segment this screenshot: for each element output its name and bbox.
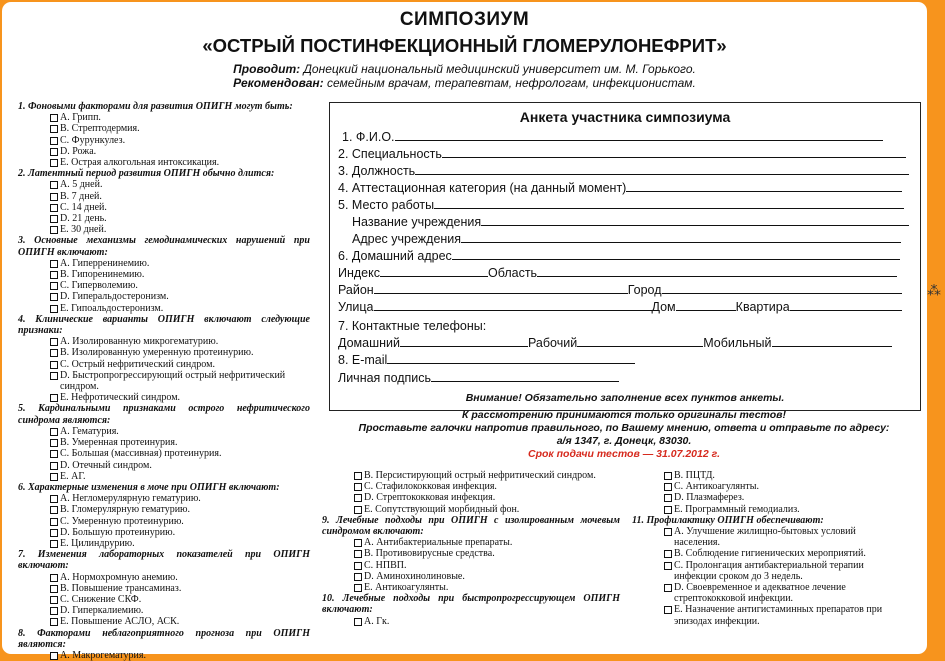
phones-row (338, 319, 912, 333)
answer-checkbox[interactable] (664, 528, 672, 536)
answer-label: D. Большую протеинурию. (60, 526, 176, 538)
symposium-title: СИМПОЗИУМ (399, 9, 530, 30)
answer-option (48, 191, 310, 202)
institution-address-label: Адрес учреждения (352, 232, 462, 246)
answer-label: С. Антикоагулянты. (674, 481, 759, 493)
answer-option (662, 504, 894, 515)
answer-label: В. Персистирующий острый нефритический синдром. (364, 470, 596, 481)
answer-checkbox[interactable] (50, 181, 58, 189)
answer-option (48, 516, 310, 527)
answer-label: С. Большая (массивная) протеинурия. (60, 448, 222, 460)
answer-option (48, 493, 310, 504)
answer-option (48, 650, 310, 661)
answer-label: В. Повышение трансаминаз. (60, 582, 182, 594)
answer-option (662, 470, 894, 481)
answer-option (48, 179, 310, 190)
answer-option (48, 258, 310, 269)
answer-option (48, 269, 310, 280)
work-phone-label: Рабочий (528, 336, 578, 350)
answer-label: E. Сопутствующий морбидный фон. (364, 503, 520, 515)
answer-checkbox[interactable] (664, 472, 672, 480)
answer-label: D. Стрептококковая инфекция. (364, 492, 496, 504)
answer-checkbox[interactable] (50, 271, 58, 279)
answer-option (48, 538, 310, 549)
answer-checkbox[interactable] (354, 483, 362, 491)
index-label: Индекс (338, 266, 380, 280)
instruction-address: а/я 1347, г. Донецк, 83030. (556, 435, 692, 447)
answer-option (662, 582, 894, 604)
question-text: 7. Изменения лабораторных показателей при ОПИГН включают: (18, 549, 310, 572)
house-label: Дом (651, 300, 676, 314)
answer-label: В. Гипоренинемию. (60, 269, 145, 281)
answer-option (48, 123, 310, 134)
workplace-field[interactable] (434, 198, 904, 209)
district-label: Район (338, 283, 374, 297)
answer-option (662, 548, 894, 559)
answer-checkbox[interactable] (664, 506, 672, 514)
answer-label: А. Макрогематурия. (60, 649, 146, 661)
answer-option (48, 359, 310, 370)
answer-label: С. Снижение СКФ. (60, 593, 142, 605)
form-note: Внимание! Обязательно заполнение всех пунктов анкеты. (465, 392, 785, 404)
answer-checkbox[interactable] (50, 349, 58, 357)
answer-option (48, 437, 310, 448)
answer-checkbox[interactable] (50, 282, 58, 290)
answer-checkbox[interactable] (50, 540, 58, 548)
answer-label: E. 30 дней. (60, 224, 107, 236)
instruction-originals: К рассмотрению принимаются только оригиналы тестов! (462, 409, 786, 421)
home-phone-field[interactable] (400, 336, 528, 347)
answer-option (48, 426, 310, 437)
answer-label: С. Острый нефритический синдром. (60, 358, 215, 370)
answer-label: С. Гиперволемию. (60, 280, 138, 292)
answer-option (662, 481, 894, 492)
answer-label: D. Плазмаферез. (674, 492, 745, 504)
questions-column-1 (18, 101, 310, 661)
answer-checkbox[interactable] (50, 361, 58, 369)
answer-option (48, 280, 310, 291)
answer-label: С. Стафилококковая инфекция. (364, 481, 497, 493)
answer-checkbox[interactable] (50, 215, 58, 223)
index-region-row (338, 266, 912, 280)
work-phone-field[interactable] (577, 336, 703, 347)
answer-option (48, 370, 310, 392)
answer-checkbox[interactable] (50, 506, 58, 514)
answer-checkbox[interactable] (354, 562, 362, 570)
answer-checkbox[interactable] (50, 607, 58, 615)
specialty-label: 2. Специальность (338, 147, 442, 161)
answer-checkbox[interactable] (664, 550, 672, 558)
answer-checkbox[interactable] (664, 494, 672, 502)
email-row (338, 353, 912, 367)
answer-option (662, 560, 894, 582)
answer-option (352, 492, 620, 503)
answer-label: D. Гиперкалиемию. (60, 605, 144, 617)
workplace-label: 5. Место работы (338, 198, 435, 212)
answer-label: E. Программный гемодиализ. (674, 503, 800, 515)
answer-checkbox[interactable] (50, 114, 58, 122)
answer-option (48, 157, 310, 168)
answer-label: В. Соблюдение гигиенических мероприятий. (674, 548, 866, 560)
answer-checkbox[interactable] (354, 573, 362, 581)
street-row (338, 300, 912, 314)
answer-label: E. Повышение АСЛО, АСК. (60, 616, 180, 628)
answer-label: E. Назначение антигистаминных препаратов при эпизодах инфекции. (674, 604, 883, 627)
email-label: 8. E-mail (338, 353, 388, 367)
home-address-row (338, 249, 912, 263)
answer-checkbox[interactable] (354, 584, 362, 592)
region-label: Область (488, 266, 538, 280)
answer-label: E. Нефротический синдром. (60, 392, 181, 404)
answer-label: D. Рожа. (60, 145, 97, 157)
answer-checkbox[interactable] (354, 618, 362, 626)
answer-checkbox[interactable] (50, 148, 58, 156)
answer-checkbox[interactable] (354, 494, 362, 502)
answer-label: А. Гиперренинемию. (60, 257, 150, 269)
page (2, 2, 927, 661)
question-text: 11. Профилактику ОПИГН обеспечивают: (632, 514, 824, 526)
answer-option (48, 471, 310, 482)
email-field[interactable] (387, 353, 635, 364)
answer-label: С. 14 дней. (60, 201, 107, 213)
home-address-field[interactable] (452, 249, 900, 260)
answer-label: А. Гематурия. (60, 425, 119, 437)
answer-option (48, 594, 310, 605)
answer-checkbox[interactable] (50, 518, 58, 526)
answer-checkbox[interactable] (50, 338, 58, 346)
recommended-value: семейным врачам, терапевтам, нефрологам, инфекционистам. (327, 76, 696, 90)
question-text: 4. Клинические варианты ОПИГН включают следующие признаки: (18, 313, 310, 337)
answer-label: А. Изолированную микрогематурию. (60, 336, 219, 348)
answer-checkbox[interactable] (50, 596, 58, 604)
answer-option (48, 448, 310, 459)
answer-label: D. Своевременное и адекватное лечение стрептококковой инфекции. (674, 582, 846, 605)
answer-label: D. Быстропрогрессирующий острый нефритический синдром. (60, 369, 286, 393)
answer-checkbox[interactable] (50, 495, 58, 503)
answer-label: D. 21 день. (60, 213, 107, 225)
city-field[interactable] (662, 283, 902, 294)
institution-name-field[interactable] (481, 215, 909, 226)
answer-option (48, 583, 310, 594)
answer-label: А. Грипп. (60, 112, 101, 124)
fio-field[interactable] (395, 130, 883, 141)
phones-label: 7. Контактные телефоны: (338, 319, 487, 333)
answer-checkbox[interactable] (664, 584, 672, 592)
fio-row (342, 130, 916, 144)
mobile-phone-label: Мобильный (703, 336, 772, 350)
organizer-label: Проводит: (233, 62, 301, 76)
answer-checkbox[interactable] (50, 193, 58, 201)
answer-option (48, 303, 310, 314)
answer-label: D. Аминохинолиновые. (364, 570, 465, 582)
answer-label: D. Гиперальдостеронизм. (60, 291, 169, 303)
answer-checkbox[interactable] (50, 204, 58, 212)
house-field[interactable] (676, 300, 736, 311)
answer-checkbox[interactable] (50, 293, 58, 301)
institution-address-row (352, 232, 912, 246)
answer-option (48, 135, 310, 146)
institution-name-label: Название учреждения (352, 215, 482, 229)
answer-option (662, 492, 894, 503)
question-text: 5. Кардинальными признаками острого нефритического синдрома являются: (18, 403, 310, 426)
answer-label: E. Антикоагулянты. (364, 582, 449, 594)
answer-option (352, 582, 620, 593)
question-text: 6. Характерные изменения в моче при ОПИГН включают: (18, 481, 280, 493)
answer-option (352, 560, 620, 571)
question-text: 1. Фоновыми факторами для развития ОПИГН могут быть: (18, 101, 293, 112)
answer-label: А. 5 дней. (60, 179, 103, 191)
deadline: Срок подачи тестов — 31.07.2012 г. (527, 448, 720, 460)
answer-checkbox[interactable] (50, 529, 58, 537)
answer-label: В. 7 дней. (60, 190, 102, 202)
answer-option (48, 347, 310, 358)
answer-option (48, 527, 310, 538)
margin-mark: ⁂ (927, 282, 941, 298)
answer-option (48, 616, 310, 627)
answer-label: В. Умеренная протеинурия. (60, 437, 178, 449)
answer-checkbox[interactable] (664, 606, 672, 614)
answer-label: А. Антибактериальные препараты. (364, 537, 513, 549)
answer-label: С. НПВП. (364, 559, 407, 571)
answer-label: В. Стрептодермия. (60, 123, 140, 135)
answer-checkbox[interactable] (354, 506, 362, 514)
answer-option (352, 470, 620, 481)
answer-label: E. АГ. (60, 470, 86, 482)
question-text: 10. Лечебные подходы при быстропрогрессирующем ОПИГН включают: (322, 593, 620, 616)
position-field[interactable] (415, 164, 909, 175)
answer-label: E. Цилиндрурию. (60, 537, 135, 549)
answer-label: А. Улучшение жилищно-бытовых условий населения. (674, 526, 856, 549)
symposium-subtitle: «ОСТРЫЙ ПОСТИНФЕКЦИОННЫЙ ГЛОМЕРУЛОНЕФРИТ» (202, 35, 727, 56)
apartment-label: Квартира (735, 300, 790, 314)
answer-checkbox[interactable] (50, 305, 58, 313)
answer-option (48, 504, 310, 515)
question-text: 3. Основные механизмы гемодинамических нарушений при ОПИГН включают: (18, 235, 310, 258)
specialty-field[interactable] (442, 147, 906, 158)
answer-option (48, 392, 310, 403)
answer-label: В. Гломерулярную гематурию. (60, 504, 191, 516)
answer-checkbox[interactable] (50, 450, 58, 458)
answer-option (48, 202, 310, 213)
apartment-field[interactable] (790, 300, 902, 311)
answer-checkbox[interactable] (354, 550, 362, 558)
answer-label: С. Умеренную протеинурию. (60, 515, 184, 527)
answer-checkbox[interactable] (50, 428, 58, 436)
answer-option (48, 224, 310, 235)
answer-checkbox[interactable] (50, 226, 58, 234)
question-text: 2. Латентный период развития ОПИГН обычно длится: (18, 168, 275, 180)
answer-option (48, 291, 310, 302)
participant-form (329, 102, 921, 411)
organizer-value: Донецкий национальный медицинский университет им. М. Горького. (303, 62, 696, 76)
answer-option (352, 548, 620, 559)
questions-column-2 (322, 470, 620, 627)
form-title: Анкета участника симпозиума (519, 109, 731, 125)
answer-checkbox[interactable] (354, 472, 362, 480)
answer-option (48, 112, 310, 123)
instruction-send: Проставьте галочки напротив правильного, по Вашему мнению, ответа и отправьте по адресу: (358, 422, 890, 434)
answer-checkbox[interactable] (50, 125, 58, 133)
answer-label: А. Нормохромную анемию. (60, 571, 178, 583)
home-address-label: 6. Домашний адрес (338, 249, 452, 263)
answer-checkbox[interactable] (50, 159, 58, 167)
answer-option (352, 571, 620, 582)
region-field[interactable] (537, 266, 897, 277)
answer-option (48, 605, 310, 616)
category-field[interactable] (626, 181, 902, 192)
answer-label: В. Противовирусные средства. (364, 548, 495, 560)
organizer-line (2, 62, 927, 76)
answer-label: А. Гк. (364, 615, 390, 627)
answer-checkbox[interactable] (50, 585, 58, 593)
questions-column-3 (632, 470, 894, 627)
answer-label: С. Фурункулез. (60, 134, 126, 146)
answer-label: В. ПЦТД. (674, 470, 715, 481)
answer-option (352, 537, 620, 548)
workplace-row (338, 198, 912, 212)
answer-checkbox[interactable] (50, 473, 58, 481)
institution-name-row (352, 215, 912, 229)
district-city-row (338, 283, 912, 297)
question-text: 8. Факторами неблагоприятного прогноза при ОПИГН являются: (18, 627, 310, 650)
phones-fields-row (338, 336, 912, 350)
street-field[interactable] (374, 300, 652, 311)
answer-option (48, 460, 310, 471)
mobile-phone-field[interactable] (772, 336, 892, 347)
answer-option (48, 146, 310, 157)
recommended-label: Рекомендован: (233, 76, 324, 90)
answer-option (662, 526, 894, 548)
answer-option (662, 604, 894, 626)
answer-label: В. Изолированную умеренную протеинурию. (60, 347, 254, 359)
signature-label: Личная подпись (338, 371, 432, 385)
answer-checkbox[interactable] (50, 137, 58, 145)
answer-checkbox[interactable] (50, 260, 58, 268)
answer-option (352, 504, 620, 515)
specialty-row (338, 147, 912, 161)
answer-checkbox[interactable] (50, 574, 58, 582)
answer-checkbox[interactable] (50, 439, 58, 447)
answer-option (352, 616, 620, 627)
fio-label: 1. Ф.И.О. (342, 130, 395, 144)
question-text: 9. Лечебные подходы при ОПИГН с изолированным мочевым синдромом включают: (322, 514, 620, 538)
category-row (338, 181, 912, 195)
answer-checkbox[interactable] (50, 462, 58, 470)
answer-label: С. Пролонгация антибактериальной терапии инфекции сроком до 3 недель. (674, 559, 864, 582)
answer-checkbox[interactable] (664, 483, 672, 491)
answer-label: E. Гипоальдостеронизм. (60, 302, 164, 314)
signature-row (338, 371, 912, 385)
street-label: Улица (338, 300, 374, 314)
answer-checkbox[interactable] (50, 652, 58, 660)
district-field[interactable] (374, 283, 628, 294)
answer-checkbox[interactable] (50, 618, 58, 626)
category-label: 4. Аттестационная категория (на данный момент) (338, 181, 627, 195)
answer-label: E. Острая алкогольная интоксикация. (60, 157, 220, 169)
answer-checkbox[interactable] (50, 372, 58, 380)
answer-label: А. Негломерулярную гематурию. (60, 493, 201, 505)
position-label: 3. Должность (338, 164, 416, 178)
signature-field[interactable] (431, 371, 619, 382)
home-phone-label: Домашний (338, 336, 400, 350)
answer-checkbox[interactable] (664, 562, 672, 570)
position-row (338, 164, 912, 178)
answer-option (352, 481, 620, 492)
city-label: Город (627, 283, 662, 297)
index-field[interactable] (380, 266, 488, 277)
institution-address-field[interactable] (461, 232, 901, 243)
answer-checkbox[interactable] (50, 394, 58, 402)
answer-label: D. Отечный синдром. (60, 459, 152, 471)
answer-option (48, 572, 310, 583)
answer-checkbox[interactable] (354, 539, 362, 547)
answer-option (48, 213, 310, 224)
answer-option (48, 336, 310, 347)
recommended-line (2, 76, 927, 90)
